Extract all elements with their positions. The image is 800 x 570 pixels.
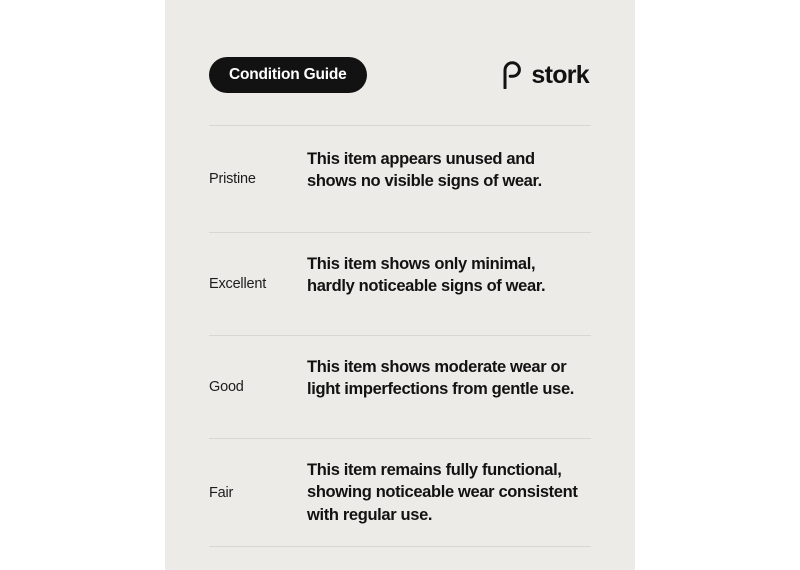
condition-label: Excellent — [209, 276, 267, 292]
brand-lockup — [502, 61, 589, 89]
condition-description: This item appears unused and shows no visible signs of wear. — [307, 150, 542, 191]
table-row — [209, 125, 591, 232]
condition-label: Pristine — [209, 171, 256, 187]
condition-table — [209, 125, 591, 547]
table-row — [209, 335, 591, 438]
brand-name: stork — [531, 60, 589, 89]
condition-description: This item shows moderate wear or light imperfections from gentle use. — [307, 358, 575, 399]
condition-guide-card — [165, 0, 635, 570]
condition-guide-badge: Condition Guide — [209, 57, 367, 94]
table-row — [209, 438, 591, 547]
condition-label: Fair — [209, 484, 234, 501]
stork-logo-icon — [502, 61, 524, 89]
card-content — [209, 0, 591, 570]
condition-description: This item remains fully functional, showing noticeable wear consistent with regular use. — [307, 461, 578, 524]
condition-label: Good — [209, 379, 244, 395]
card-header — [209, 55, 591, 95]
condition-description: This item shows only minimal, hardly noticeable signs of wear. — [307, 255, 546, 296]
table-row — [209, 232, 591, 335]
